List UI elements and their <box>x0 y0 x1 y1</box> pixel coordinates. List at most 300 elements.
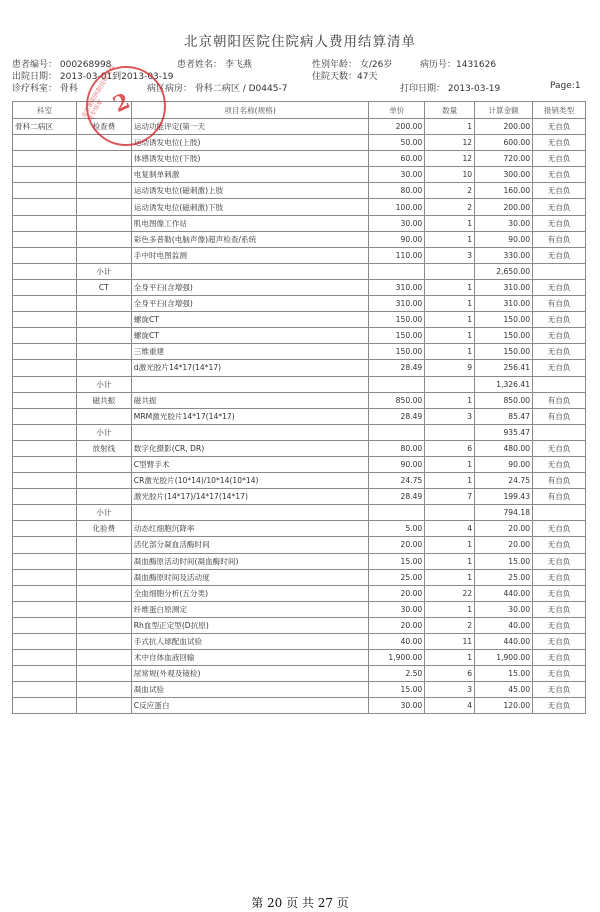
reimburse-type-cell: 无自负 <box>533 666 586 682</box>
amount-cell: 600.00 <box>475 135 533 151</box>
amount-cell: 256.41 <box>475 360 533 376</box>
reimburse-type-cell: 无自负 <box>533 698 586 714</box>
item-name-cell: 纤维蛋白原测定 <box>131 601 369 617</box>
unit-price-cell: 150.00 <box>369 344 425 360</box>
reimburse-type-cell: 无自负 <box>533 537 586 553</box>
amount-cell: 40.00 <box>475 617 533 633</box>
quantity-cell: 1 <box>425 344 475 360</box>
unit-price-cell: 310.00 <box>369 279 425 295</box>
quantity-cell: 1 <box>425 215 475 231</box>
amount-cell: 150.00 <box>475 312 533 328</box>
fee-table <box>12 101 586 714</box>
reimburse-type-cell: 无自负 <box>533 585 586 601</box>
amount-cell: 199.43 <box>475 489 533 505</box>
table-row <box>13 199 586 215</box>
category-cell: 小计 <box>76 376 131 392</box>
unit-price-cell: 60.00 <box>369 151 425 167</box>
item-name-cell: 肌电图像工作站 <box>131 215 369 231</box>
category-cell <box>76 585 131 601</box>
amount-cell: 935.47 <box>475 424 533 440</box>
quantity-cell: 1 <box>425 119 475 135</box>
unit-price-cell: 200.00 <box>369 119 425 135</box>
category-cell <box>76 183 131 199</box>
amount-cell: 150.00 <box>475 328 533 344</box>
col-header: 科室 <box>13 102 77 119</box>
dept-cell <box>13 392 77 408</box>
table-row <box>13 312 586 328</box>
quantity-cell: 3 <box>425 682 475 698</box>
amount-cell: 150.00 <box>475 344 533 360</box>
quantity-cell: 1 <box>425 231 475 247</box>
patient-name: 患者姓名： 李飞燕 <box>177 60 252 70</box>
unit-price-cell: 40.00 <box>369 634 425 650</box>
item-name-cell: 凝血酶原时间及活动度 <box>131 569 369 585</box>
unit-price-cell: 90.00 <box>369 456 425 472</box>
item-name-cell: 凝血酶原活动时间(凝血酶时间) <box>131 553 369 569</box>
reimburse-type-cell: 有自负 <box>533 296 586 312</box>
category-cell <box>76 328 131 344</box>
quantity-cell: 1 <box>425 553 475 569</box>
stay-dates: 出院日期： 2013-03-01到2013-03-19 <box>12 72 174 82</box>
category-cell <box>76 537 131 553</box>
table-row <box>13 682 586 698</box>
quantity-cell: 1 <box>425 537 475 553</box>
unit-price-cell: 150.00 <box>369 328 425 344</box>
item-name-cell: 运动功能评定(第一天 <box>131 119 369 135</box>
quantity-cell: 4 <box>425 698 475 714</box>
unit-price-cell: 30.00 <box>369 167 425 183</box>
category-cell <box>76 360 131 376</box>
reimburse-type-cell: 无自负 <box>533 215 586 231</box>
quantity-cell: 12 <box>425 135 475 151</box>
item-name-cell: 全身平扫(含增强) <box>131 296 369 312</box>
reimburse-type-cell: 无自负 <box>533 440 586 456</box>
category-cell <box>76 456 131 472</box>
unit-price-cell: 28.49 <box>369 489 425 505</box>
table-row <box>13 666 586 682</box>
category-cell <box>76 682 131 698</box>
reimburse-type-cell: 有自负 <box>533 231 586 247</box>
unit-price-cell: 15.00 <box>369 682 425 698</box>
dept-cell <box>13 247 77 263</box>
reimburse-type-cell: 无自负 <box>533 279 586 295</box>
subtotal-row <box>13 263 586 279</box>
table-row <box>13 247 586 263</box>
record-no: 病历号：1431626 <box>420 60 497 70</box>
category-cell <box>76 296 131 312</box>
reimburse-type-cell: 无自负 <box>533 151 586 167</box>
category-cell <box>76 698 131 714</box>
amount-cell: 45.00 <box>475 682 533 698</box>
category-cell <box>76 344 131 360</box>
quantity-cell: 11 <box>425 634 475 650</box>
item-name-cell: 全身平扫(含增强) <box>131 279 369 295</box>
unit-price-cell: 28.49 <box>369 408 425 424</box>
table-row <box>13 569 586 585</box>
quantity-cell: 12 <box>425 151 475 167</box>
dept-cell <box>13 521 77 537</box>
reimburse-type-cell: 无自负 <box>533 183 586 199</box>
reimburse-type-cell: 有自负 <box>533 408 586 424</box>
item-name-cell: 运动诱发电位(上肢) <box>131 135 369 151</box>
page-footer: 第 20 页 共 27 页 <box>251 896 349 910</box>
dept-cell <box>13 569 77 585</box>
col-header: 计算金额 <box>475 102 533 119</box>
stamp-number: 2 <box>109 87 135 119</box>
print-date: 打印日期： 2013-03-19 <box>400 84 501 94</box>
amount-cell: 20.00 <box>475 521 533 537</box>
reimburse-type-cell: 无自负 <box>533 312 586 328</box>
table-row <box>13 601 586 617</box>
unit-price-cell <box>369 376 425 392</box>
category-cell: 检查费 <box>76 119 131 135</box>
category-cell: 化验费 <box>76 521 131 537</box>
amount-cell: 200.00 <box>475 119 533 135</box>
reimburse-type-cell: 无自负 <box>533 682 586 698</box>
unit-price-cell: 90.00 <box>369 231 425 247</box>
item-name-cell <box>131 376 369 392</box>
category-cell: 放射线 <box>76 440 131 456</box>
item-name-cell: 数字化摄影(CR, DR) <box>131 440 369 456</box>
amount-cell: 310.00 <box>475 296 533 312</box>
table-row <box>13 279 586 295</box>
dept-cell <box>13 456 77 472</box>
table-row <box>13 135 586 151</box>
item-name-cell <box>131 263 369 279</box>
amount-cell: 2,650.00 <box>475 263 533 279</box>
reimburse-type-cell: 无自负 <box>533 360 586 376</box>
dept-cell: 骨科二病区 <box>13 119 77 135</box>
stamp-text: 北京朝阳医院住院处收费专用章 <box>80 63 117 123</box>
category-cell <box>76 473 131 489</box>
reimburse-type-cell: 有自负 <box>533 489 586 505</box>
amount-cell: 300.00 <box>475 167 533 183</box>
amount-cell: 120.00 <box>475 698 533 714</box>
category-cell <box>76 231 131 247</box>
dept-cell <box>13 537 77 553</box>
item-name-cell: 螺旋CT <box>131 312 369 328</box>
table-row <box>13 231 586 247</box>
dept-cell <box>13 167 77 183</box>
category-cell <box>76 601 131 617</box>
reimburse-type-cell: 无自负 <box>533 553 586 569</box>
item-name-cell: d激光胶片14*17(14*17) <box>131 360 369 376</box>
unit-price-cell: 80.00 <box>369 440 425 456</box>
dept-cell <box>13 553 77 569</box>
unit-price-cell: 1,900.00 <box>369 650 425 666</box>
quantity-cell: 2 <box>425 183 475 199</box>
reimburse-type-cell <box>533 424 586 440</box>
amount-cell: 310.00 <box>475 279 533 295</box>
category-cell <box>76 312 131 328</box>
item-name-cell: 尿常规(外观及镜检) <box>131 666 369 682</box>
item-name-cell: 动态红细胞沉降率 <box>131 521 369 537</box>
item-name-cell: 运动诱发电位(磁刺激)下肢 <box>131 199 369 215</box>
amount-cell: 1,326.41 <box>475 376 533 392</box>
item-name-cell: 运动诱发电位(磁刺激)上肢 <box>131 183 369 199</box>
unit-price-cell: 850.00 <box>369 392 425 408</box>
quantity-cell: 9 <box>425 360 475 376</box>
item-name-cell: 全血细胞分析(五分类) <box>131 585 369 601</box>
subtotal-row <box>13 424 586 440</box>
amount-cell: 330.00 <box>475 247 533 263</box>
amount-cell: 200.00 <box>475 199 533 215</box>
col-header: 数量 <box>425 102 475 119</box>
unit-price-cell: 2.50 <box>369 666 425 682</box>
amount-cell: 480.00 <box>475 440 533 456</box>
amount-cell: 160.00 <box>475 183 533 199</box>
item-name-cell: 电复制单刺激 <box>131 167 369 183</box>
reimburse-type-cell: 无自负 <box>533 344 586 360</box>
dept-cell <box>13 408 77 424</box>
category-cell <box>76 553 131 569</box>
table-row <box>13 344 586 360</box>
table-row <box>13 585 586 601</box>
quantity-cell: 6 <box>425 440 475 456</box>
category-cell <box>76 247 131 263</box>
reimburse-type-cell: 有自负 <box>533 392 586 408</box>
item-name-cell: MRM激光胶片14*17(14*17) <box>131 408 369 424</box>
reimburse-type-cell <box>533 376 586 392</box>
table-row <box>13 634 586 650</box>
dept-cell <box>13 505 77 521</box>
quantity-cell: 6 <box>425 666 475 682</box>
table-row <box>13 360 586 376</box>
quantity-cell: 1 <box>425 328 475 344</box>
category-cell <box>76 151 131 167</box>
category-cell: 小计 <box>76 263 131 279</box>
unit-price-cell: 15.00 <box>369 553 425 569</box>
table-row <box>13 698 586 714</box>
amount-cell: 1,900.00 <box>475 650 533 666</box>
amount-cell: 15.00 <box>475 553 533 569</box>
unit-price-cell <box>369 424 425 440</box>
quantity-cell <box>425 263 475 279</box>
amount-cell: 85.47 <box>475 408 533 424</box>
quantity-cell: 4 <box>425 521 475 537</box>
quantity-cell: 1 <box>425 392 475 408</box>
quantity-cell: 1 <box>425 601 475 617</box>
item-name-cell: 螺旋CT <box>131 328 369 344</box>
reimburse-type-cell: 无自负 <box>533 167 586 183</box>
dept-cell <box>13 135 77 151</box>
unit-price-cell <box>369 263 425 279</box>
category-cell <box>76 215 131 231</box>
reimburse-type-cell: 无自负 <box>533 601 586 617</box>
dept-cell <box>13 666 77 682</box>
quantity-cell <box>425 424 475 440</box>
category-cell <box>76 569 131 585</box>
table-row <box>13 408 586 424</box>
quantity-cell: 22 <box>425 585 475 601</box>
dept-cell <box>13 312 77 328</box>
reimburse-type-cell: 无自负 <box>533 456 586 472</box>
unit-price-cell: 28.49 <box>369 360 425 376</box>
table-row <box>13 456 586 472</box>
dept-cell <box>13 440 77 456</box>
reimburse-type-cell <box>533 263 586 279</box>
dept-cell <box>13 650 77 666</box>
reimburse-type-cell: 无自负 <box>533 135 586 151</box>
quantity-cell: 3 <box>425 408 475 424</box>
category-cell: 小计 <box>76 424 131 440</box>
unit-price-cell: 30.00 <box>369 698 425 714</box>
dept-cell <box>13 360 77 376</box>
table-row <box>13 392 586 408</box>
table-row <box>13 296 586 312</box>
dept-cell <box>13 263 77 279</box>
item-name-cell: 术中自体血液回输 <box>131 650 369 666</box>
dept-cell <box>13 231 77 247</box>
department: 诊疗科室： 骨科 <box>12 84 78 94</box>
table-row <box>13 151 586 167</box>
table-row <box>13 167 586 183</box>
reimburse-type-cell: 无自负 <box>533 119 586 135</box>
quantity-cell: 1 <box>425 312 475 328</box>
amount-cell: 90.00 <box>475 231 533 247</box>
dept-cell <box>13 376 77 392</box>
table-row <box>13 440 586 456</box>
quantity-cell: 1 <box>425 456 475 472</box>
quantity-cell: 2 <box>425 199 475 215</box>
col-header: 项目名称(规格) <box>131 102 369 119</box>
item-name-cell: 彩色多普勒(电脑声像)超声检查/系统 <box>131 231 369 247</box>
quantity-cell: 1 <box>425 279 475 295</box>
document-title: 北京朝阳医院住院病人费用结算清单 <box>184 34 416 50</box>
table-row <box>13 183 586 199</box>
category-cell <box>76 666 131 682</box>
category-cell <box>76 167 131 183</box>
unit-price-cell: 24.75 <box>369 473 425 489</box>
table-row <box>13 473 586 489</box>
dept-cell <box>13 296 77 312</box>
unit-price-cell: 310.00 <box>369 296 425 312</box>
table-row <box>13 617 586 633</box>
col-header: 单价 <box>369 102 425 119</box>
dept-cell <box>13 215 77 231</box>
reimburse-type-cell <box>533 505 586 521</box>
item-name-cell: 凝血试验 <box>131 682 369 698</box>
reimburse-type-cell: 无自负 <box>533 617 586 633</box>
unit-price-cell: 50.00 <box>369 135 425 151</box>
item-name-cell: 三维重建 <box>131 344 369 360</box>
category-cell: CT <box>76 279 131 295</box>
amount-cell: 20.00 <box>475 537 533 553</box>
amount-cell: 90.00 <box>475 456 533 472</box>
amount-cell: 440.00 <box>475 585 533 601</box>
dept-cell <box>13 698 77 714</box>
table-row <box>13 328 586 344</box>
quantity-cell: 2 <box>425 617 475 633</box>
table-row <box>13 650 586 666</box>
unit-price-cell: 110.00 <box>369 247 425 263</box>
quantity-cell <box>425 376 475 392</box>
quantity-cell: 3 <box>425 247 475 263</box>
quantity-cell <box>425 505 475 521</box>
table-row <box>13 537 586 553</box>
dept-cell <box>13 183 77 199</box>
amount-cell: 25.00 <box>475 569 533 585</box>
category-cell <box>76 617 131 633</box>
col-header: 报销类型 <box>533 102 586 119</box>
quantity-cell: 1 <box>425 650 475 666</box>
table-row <box>13 215 586 231</box>
unit-price-cell: 20.00 <box>369 617 425 633</box>
item-name-cell: 体感诱发电位(下肢) <box>131 151 369 167</box>
reimburse-type-cell: 无自负 <box>533 328 586 344</box>
table-row <box>13 489 586 505</box>
amount-cell: 24.75 <box>475 473 533 489</box>
unit-price-cell: 150.00 <box>369 312 425 328</box>
dept-cell <box>13 634 77 650</box>
unit-price-cell: 25.00 <box>369 569 425 585</box>
item-name-cell: CR激光胶片(10*14)/10*14(10*14) <box>131 473 369 489</box>
item-name-cell: 手式抗人球配血试验 <box>131 634 369 650</box>
subtotal-row <box>13 505 586 521</box>
amount-cell: 720.00 <box>475 151 533 167</box>
amount-cell: 30.00 <box>475 215 533 231</box>
patient-no: 患者编号： 000268998 <box>12 60 112 70</box>
item-name-cell: 活化部分凝血活酶时间 <box>131 537 369 553</box>
item-name-cell: 磁共振 <box>131 392 369 408</box>
quantity-cell: 7 <box>425 489 475 505</box>
dept-cell <box>13 199 77 215</box>
item-name-cell: C反应蛋白 <box>131 698 369 714</box>
unit-price-cell: 30.00 <box>369 601 425 617</box>
unit-price-cell <box>369 505 425 521</box>
reimburse-type-cell: 无自负 <box>533 569 586 585</box>
reimburse-type-cell: 有自负 <box>533 473 586 489</box>
dept-cell <box>13 473 77 489</box>
amount-cell: 15.00 <box>475 666 533 682</box>
unit-price-cell: 80.00 <box>369 183 425 199</box>
unit-price-cell: 20.00 <box>369 537 425 553</box>
unit-price-cell: 20.00 <box>369 585 425 601</box>
item-name-cell <box>131 505 369 521</box>
unit-price-cell: 100.00 <box>369 199 425 215</box>
dept-cell <box>13 344 77 360</box>
gender-age: 性别年龄： 女/26岁 <box>312 60 393 70</box>
table-row <box>13 521 586 537</box>
ward-room: 病区病房： 骨科二病区 / D0445-7 <box>147 84 288 94</box>
unit-price-cell: 30.00 <box>369 215 425 231</box>
item-name-cell <box>131 424 369 440</box>
item-name-cell: 激光胶片(14*17)/14*17(14*17) <box>131 489 369 505</box>
dept-cell <box>13 601 77 617</box>
stay-days: 住院天数：47天 <box>312 72 378 82</box>
dept-cell <box>13 424 77 440</box>
item-name-cell: 手中时电图监测 <box>131 247 369 263</box>
quantity-cell: 1 <box>425 569 475 585</box>
category-cell <box>76 199 131 215</box>
dept-cell <box>13 151 77 167</box>
reimburse-type-cell: 无自负 <box>533 650 586 666</box>
unit-price-cell: 5.00 <box>369 521 425 537</box>
reimburse-type-cell: 无自负 <box>533 634 586 650</box>
dept-cell <box>13 328 77 344</box>
category-cell <box>76 408 131 424</box>
category-cell <box>76 634 131 650</box>
dept-cell <box>13 617 77 633</box>
subtotal-row <box>13 376 586 392</box>
amount-cell: 440.00 <box>475 634 533 650</box>
table-row <box>13 553 586 569</box>
amount-cell: 850.00 <box>475 392 533 408</box>
quantity-cell: 1 <box>425 473 475 489</box>
reimburse-type-cell: 无自负 <box>533 247 586 263</box>
amount-cell: 794.18 <box>475 505 533 521</box>
item-name-cell: C型臂手术 <box>131 456 369 472</box>
